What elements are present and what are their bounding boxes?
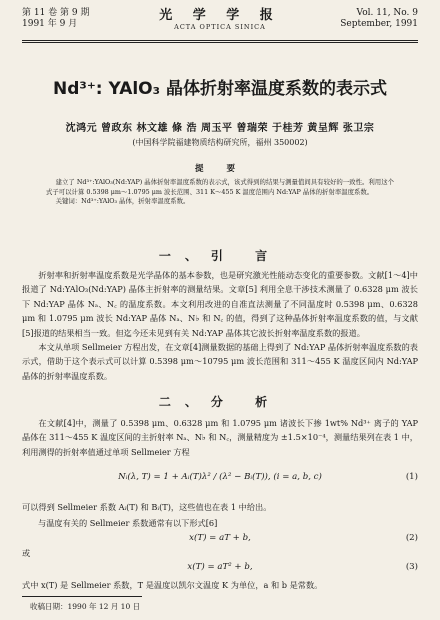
- equation-3: [22, 562, 418, 578]
- paper-title: Nd³⁺: YAlO₃ 晶体折射率温度系数的表示式: [52, 79, 387, 99]
- abstract: [46, 178, 394, 207]
- journal-name-cn: 光 学 学 报: [159, 8, 281, 23]
- header-right: [340, 8, 418, 30]
- date-en: September, 1991: [340, 19, 418, 29]
- text-line: 或: [22, 548, 31, 558]
- running-header: [22, 8, 418, 38]
- abstract-heading: 提 要: [195, 164, 245, 174]
- equation-text: x(T) = aT² + b,: [187, 562, 253, 572]
- text-line: 可以得到 Sellmeier 系数 Aᵢ(T) 和 Bᵢ(T)，这些值也在表 1 中给出。: [22, 502, 272, 512]
- volume-en: Vol. 11, No. 9: [356, 8, 418, 18]
- journal-name-en: ACTA OPTICA SINICA: [174, 23, 266, 31]
- text-line: 与温度有关的 Sellmeier 系数通常有以下形式[6]: [38, 518, 218, 528]
- affiliation: (中国科学院福建物质结构研究所，福州 350002): [132, 138, 308, 147]
- paragraph: 本文从单项 Sellmeier 方程出发，在文章[4]测量数据的基础上得到了 Nd:YAP 晶体折射率温度系数的表示式，借助于这个表示式可以计算 0.5398 μm～10795 μm 波长范围和 311～455 K 温度区间内 Nd:YAP 晶体的折射率温度系数。: [22, 342, 418, 381]
- header-rule-thin: [22, 42, 418, 43]
- paragraph: 折射率和折射率温度系数是光学晶体的基本参数，也是研究激光性能动态变化的重要参数。文献[1～4]中报道了 Nd:YAlO₃(Nd:YAP) 晶体主折射率的测量结果。文章[5] 利用全息干涉技术测量了 0.6328 μm 波长下 Nd:YAP 晶体 Nₐ、N꜀ 的温度系数。本文利用改进的自准直法测量了不同温度时 0.5398 μm、0.6328 μm 和 1.0795 μm 波长 Nd:YAP 晶体 Nₐ、N♭ 和 N꜀ 的值，得到了这种晶体折射率温度系数的值，与文献[5]报道的结果相当一致。但迄今还未见到有关 Nd:YAP 晶体其它波长折射率温度系数的报道。: [22, 270, 418, 338]
- header-rule: [22, 40, 418, 41]
- section-heading-analysis: 二、分 析: [158, 395, 282, 409]
- keywords: 关键词：Nd³⁺:YAlO₃ 晶体，折射率温度系数。: [55, 197, 190, 206]
- author-list: 沈鸿元 曾政东 林文雄 條 浩 周玉平 曾瑞荣 于桂芳 黄呈辉 张卫宗: [65, 123, 375, 134]
- footnote-rule: [22, 596, 142, 597]
- analysis-body: [22, 416, 418, 459]
- equation-text: Nᵢ(λ, T) = 1 + Aᵢ(T)λ² / (λ² − Bᵢ(T)), (i = a, b, c): [118, 472, 322, 482]
- equation-number: (1): [405, 472, 418, 482]
- equation-text: x(T) = aT + b,: [189, 533, 251, 543]
- date-cn: 1991 年 9 月: [22, 19, 78, 29]
- footnote: 收稿日期：1990 年 12 月 10 日: [30, 602, 141, 611]
- equation-number: (2): [405, 533, 418, 543]
- section-heading-intro: 一、引 言: [158, 249, 282, 263]
- equation-number: (3): [405, 562, 418, 572]
- volume-cn: 第 11 卷 第 9 期: [22, 8, 90, 18]
- equation-1: [22, 472, 418, 488]
- intro-body: [22, 268, 418, 383]
- paragraph: 在文献[4]中，测量了 0.5398 μm、0.6328 μm 和 1.0795 μm 诸波长下掺 1wt% Nd³⁺ 离子的 YAP 晶体在 311～455 K 温度区间的主折射率 Nₐ、N♭ 和 N꜀，测量精度为 ±1.5×10⁻⁴，测量结果列在表 1 中，利用测得的折射率值通过单项 Sellmeier 方程: [22, 418, 418, 457]
- text-line: 式中 x(T) 是 Sellmeier 系数，T 是温度以凯尔文温度 K 为单位，a 和 b 是常数。: [22, 580, 323, 590]
- abstract-text: 建立了 Nd³⁺:YAlO₃(Nd:YAP) 晶体折射率温度系数的表示式，该式得到的结果与测量值间具有较好的一致性。利用这个式子可以计算 0.5398 μm～1.0795 μm 波长范围、311 K～455 K 温度范围内 Nd:YAP 晶体的折射率温度系数。: [46, 178, 394, 196]
